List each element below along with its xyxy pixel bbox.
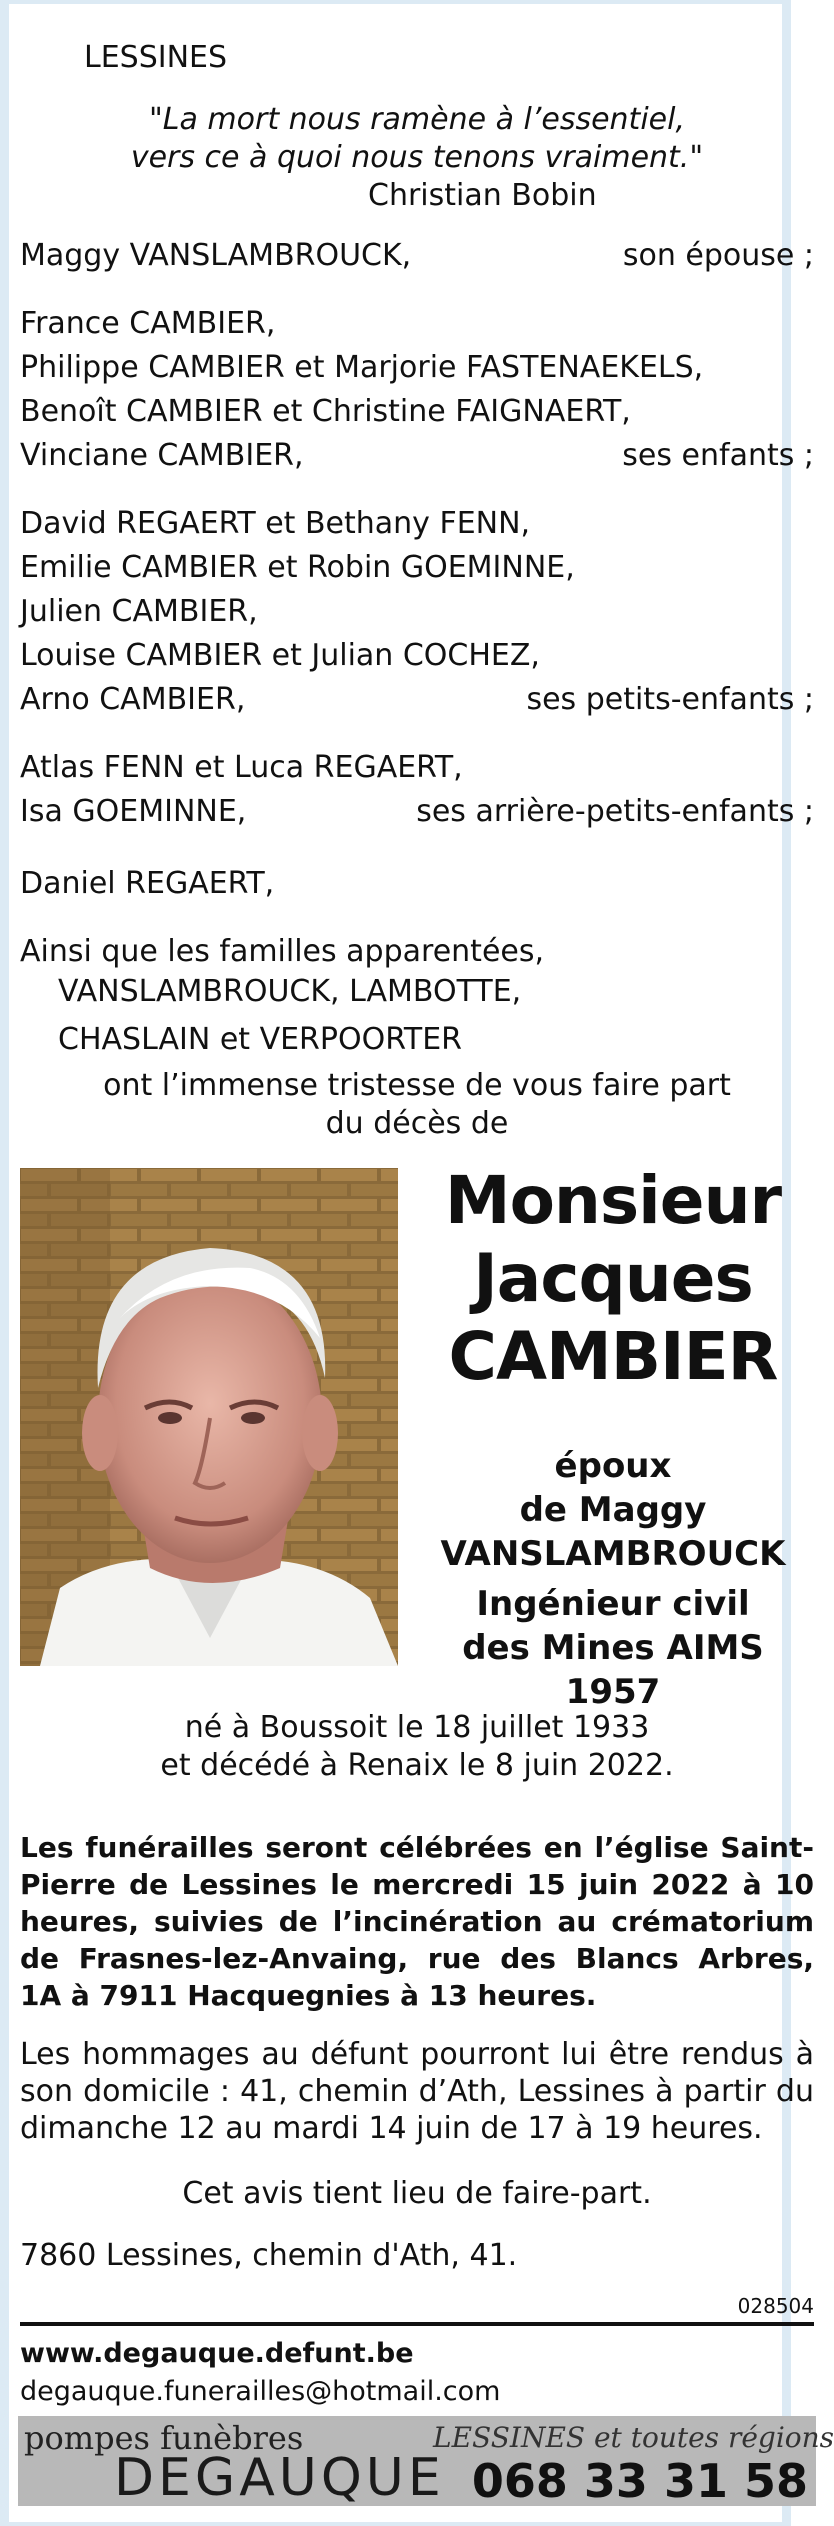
profession-line-1: Ingénieur civil xyxy=(476,1584,750,1624)
spouse-role: son épouse ; xyxy=(622,238,814,273)
quote-line-1: "La mort nous ramène à l’essentiel, xyxy=(148,102,685,137)
spouse-line-2: de Maggy xyxy=(519,1490,707,1530)
grandchild-5: Arno CAMBIER, xyxy=(20,682,246,717)
portrait-image xyxy=(20,1168,398,1666)
grandchildren-role: ses petits-enfants ; xyxy=(526,682,814,717)
child-2: Philippe CAMBIER et Marjorie FASTENAEKELS, xyxy=(20,350,704,385)
reference-number: 028504 xyxy=(737,2294,814,2318)
funeral-details: Les funérailles seront célébrées en l’église Saint-Pierre de Lessines le mercredi 15 juin 2022 à 10 heures, suivies de l’incinération au crématorium de Frasnes-lez-Anvaing, rue des Blancs Arbres, 1A à 7911 Hacquegnies à 13 heures. xyxy=(20,1831,814,2012)
quote-author: Christian Bobin xyxy=(368,178,597,213)
banner-brand: DEGAUQUE xyxy=(114,2448,445,2508)
banner-phone[interactable]: 068 33 31 58 xyxy=(471,2454,808,2508)
great-grandchild-2: Isa GOEMINNE, xyxy=(20,794,247,829)
families-line-1: VANSLAMBROUCK, LAMBOTTE, xyxy=(58,974,522,1009)
birth-line: né à Boussoit le 18 juillet 1933 xyxy=(184,1710,650,1745)
child-4: Vinciane CAMBIER, xyxy=(20,438,304,473)
child-1: France CAMBIER, xyxy=(20,306,276,341)
deceased-first-name: Jacques xyxy=(473,1240,753,1317)
great-grandchildren-role: ses arrière-petits-enfants ; xyxy=(416,794,814,829)
deceased-details-block xyxy=(410,1444,816,1714)
divider-rule xyxy=(20,2322,814,2326)
children-role: ses enfants ; xyxy=(622,438,814,473)
families-intro: Ainsi que les familles apparentées, xyxy=(20,934,545,969)
grandchild-2: Emilie CAMBIER et Robin GOEMINNE, xyxy=(20,550,575,585)
email-link[interactable]: degauque.funerailles@hotmail.com xyxy=(20,2376,501,2407)
great-grandchild-1: Atlas FENN et Luca REGAERT, xyxy=(20,750,463,785)
spouse-line-3: VANSLAMBROUCK xyxy=(440,1534,786,1574)
banner-pompes: pompes funèbres xyxy=(24,2419,304,2457)
child-3: Benoît CAMBIER et Christine FAIGNAERT, xyxy=(20,394,631,429)
deceased-title: Monsieur xyxy=(444,1162,782,1239)
grandchild-3: Julien CAMBIER, xyxy=(20,594,258,629)
spouse-name: Maggy VANSLAMBROUCK, xyxy=(20,238,412,273)
funeral-home-banner xyxy=(18,2416,834,2508)
quote-line-2: vers ce à quoi nous tenons vraiment." xyxy=(130,140,704,175)
deceased-name-block xyxy=(410,1162,816,1396)
grandchild-1: David REGAERT et Bethany FENN, xyxy=(20,506,531,541)
deceased-portrait xyxy=(20,1168,398,1666)
notice-line: Cet avis tient lieu de faire-part. xyxy=(182,2176,652,2211)
announce-line-1: ont l’immense tristesse de vous faire part xyxy=(103,1068,731,1103)
grandchild-4: Louise CAMBIER et Julian COCHEZ, xyxy=(20,638,540,673)
town-label: LESSINES xyxy=(84,40,228,75)
address-line: 7860 Lessines, chemin d'Ath, 41. xyxy=(20,2238,518,2273)
homage-details: Les hommages au défunt pourront lui être rendus à son domicile : 41, chemin d’Ath, Lessines à partir du dimanche 12 au mardi 14 juin de 17 à 19 heures. xyxy=(20,2037,814,2146)
families-line-2: CHASLAIN et VERPOORTER xyxy=(58,1022,463,1057)
profession-line-2: des Mines AIMS 1957 xyxy=(462,1628,764,1712)
website-link[interactable]: www.degauque.defunt.be xyxy=(20,2338,414,2369)
banner-region: LESSINES et toutes régions xyxy=(433,2421,834,2454)
announce-line-2: du décès de xyxy=(325,1106,509,1141)
spouse-line-1: époux xyxy=(554,1446,672,1486)
other-relative: Daniel REGAERT, xyxy=(20,866,275,901)
deceased-last-name: CAMBIER xyxy=(448,1318,778,1395)
death-line: et décédé à Renaix le 8 juin 2022. xyxy=(160,1748,674,1783)
